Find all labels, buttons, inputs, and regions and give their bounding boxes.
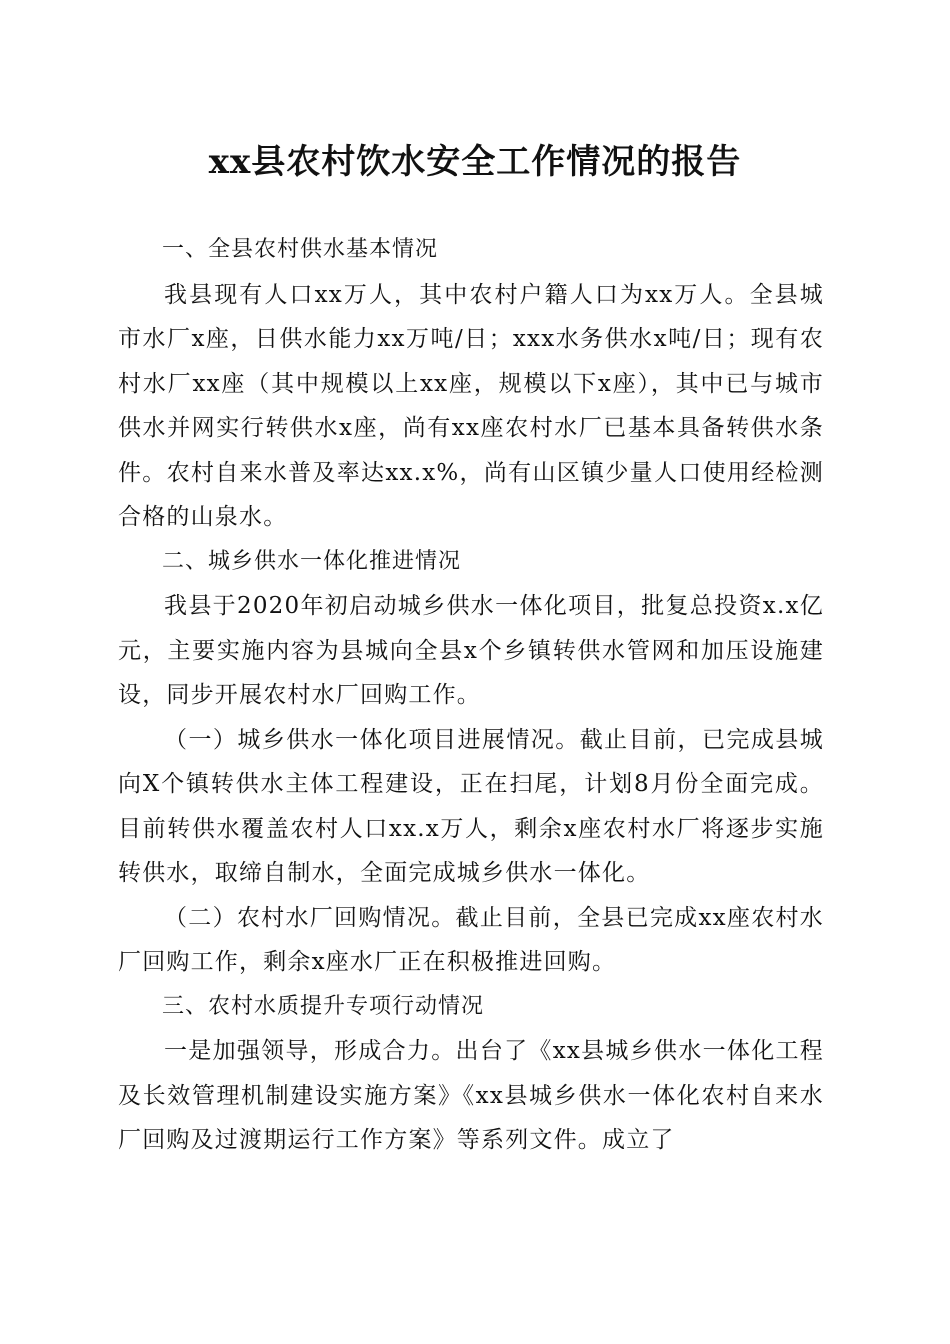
section-1-paragraph: 我县现有人口xx万人，其中农村户籍人口为xx万人。全县城市水厂x座，日供水能力xx万吨/日；xxx水务供水x吨/日；现有农村水厂xx座（其中规模以上xx座，规模以下x座），其中已与城市供水并网实行转供水x座，尚有xx座农村水厂已基本具备转供水条件。农村自来水普及率达xx.x%，尚有山区镇少量人口使用经检测合格的山泉水。 bbox=[118, 281, 824, 530]
subsection-1-lead: （一）城乡供水一体化项目进展情况。 bbox=[164, 726, 580, 753]
section-1-heading: 一、全县农村供水基本情况 bbox=[162, 237, 439, 262]
section-2-paragraph-3 bbox=[118, 896, 824, 985]
subsection-2-body: 截止目前，全县已完成xx座农村水厂回购工作，剩余x座水厂正在积极推进回购。 bbox=[118, 904, 824, 975]
section-2-paragraph-1: 我县于2020年初启动城乡供水一体化项目，批复总投资x.x亿元，主要实施内容为县城向全县x个乡镇转供水管网和加压设施建设，同步开展农村水厂回购工作。 bbox=[118, 593, 824, 708]
section-3-heading: 三、农村水质提升专项行动情况 bbox=[162, 993, 485, 1019]
measure-1-lead: 一是加强领导，形成合力。 bbox=[164, 1038, 456, 1064]
section-2-paragraph-2 bbox=[118, 718, 824, 896]
section-3-paragraph-1 bbox=[118, 1029, 824, 1163]
subsection-2-lead: （二）农村水厂回购情况。 bbox=[164, 904, 456, 931]
document-body bbox=[118, 228, 824, 1163]
document-title: xx县农村饮水安全工作情况的报告 bbox=[208, 142, 742, 182]
section-2-heading: 二、城乡供水一体化推进情况 bbox=[162, 548, 462, 574]
measure-1-body: 出台了《xx县城乡供水一体化工程及长效管理机制建设实施方案》《xx县城乡供水一体化农村自来水厂回购及过渡期运行工作方案》等系列文件。成立了 bbox=[118, 1038, 824, 1153]
subsection-1-body: 截止目前，已完成县城向X个镇转供水主体工程建设，正在扫尾，计划8月份全面完成。目前转供水覆盖农村人口xx.x万人，剩余x座农村水厂将逐步实施转供水，取缔自制水，全面完成城乡供水一体化。 bbox=[118, 726, 825, 886]
